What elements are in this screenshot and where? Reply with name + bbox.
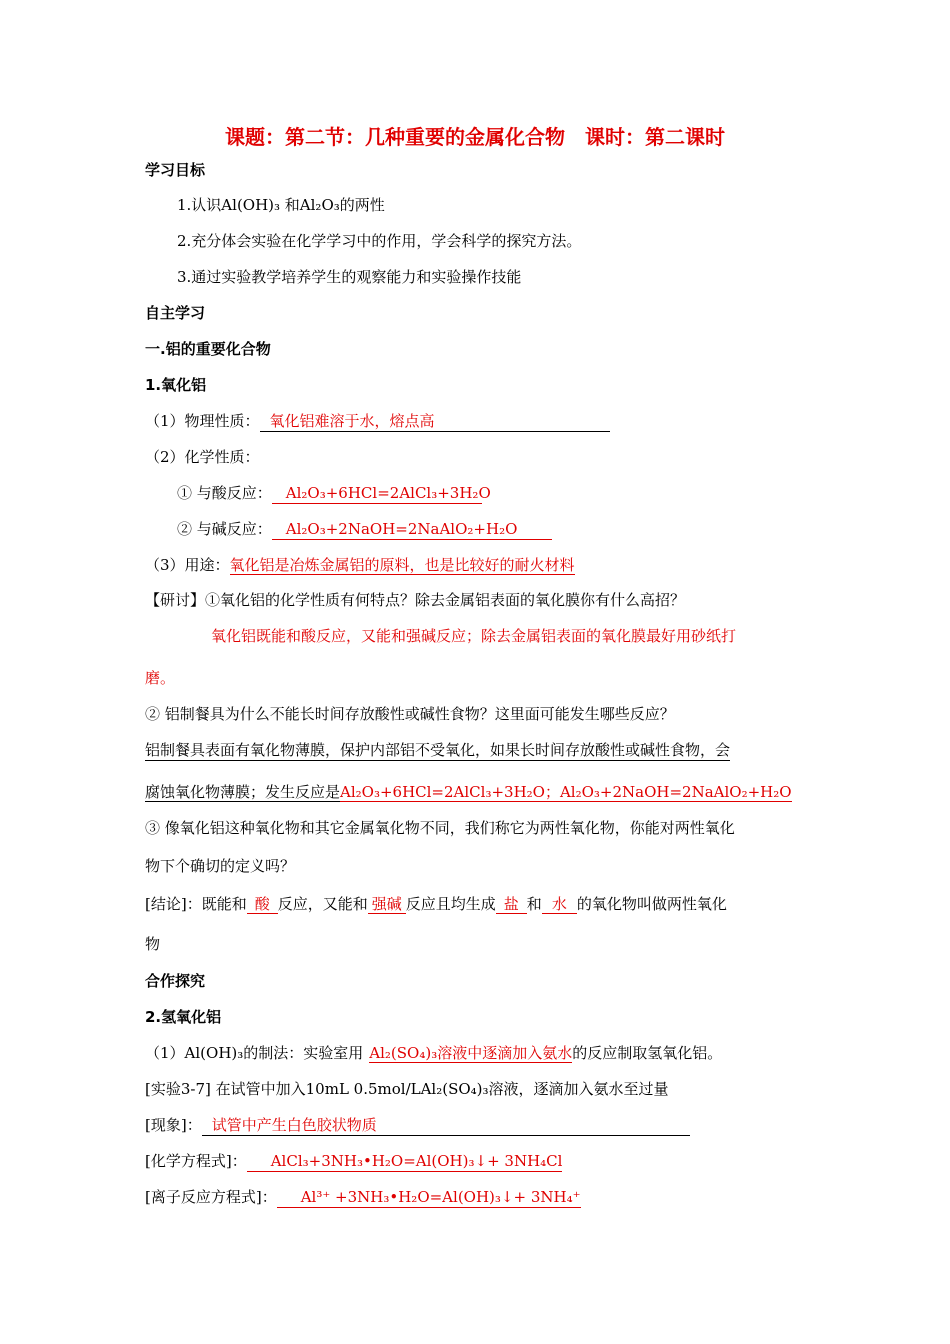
use-label: （3）用途：	[145, 556, 230, 574]
use-line	[145, 555, 575, 575]
conclusion-text: 的氧化物叫做两性氧化	[576, 895, 727, 913]
phenomenon-answer-text: 试管中产生白色胶状物质	[211, 1116, 377, 1134]
discuss-question-2: ② 铝制餐具为什么不能长时间存放酸性或碱性食物？这里面可能发生哪些反应？	[145, 705, 675, 723]
acid-equation-text: Al₂O₃+6HCl=2AlCl₃+3H₂O	[285, 484, 491, 502]
base-label: ② 与碱反应：	[177, 520, 272, 538]
acid-label: ① 与酸反应：	[177, 484, 272, 502]
physical-property-line	[145, 411, 610, 432]
self-study-heading: 自主学习	[145, 304, 206, 322]
discuss-question-1: 【研讨】①氧化铝的化学性质有何特点？除去金属铝表面的氧化膜你有什么高招？	[145, 591, 686, 609]
conclusion-blank-water: 水	[542, 895, 577, 914]
discuss-answer-2-equations: Al₂O₃+6HCl=2AlCl₃+3H₂O；Al₂O₃+2NaOH=2NaAlO₂+H₂O	[340, 783, 792, 801]
acid-reaction-line	[177, 483, 491, 504]
discuss-answer-2-prefix: 腐蚀氧化物薄膜；发生反应是	[145, 783, 341, 801]
preparation-suffix: 的反应制取氢氧化铝。	[572, 1044, 723, 1062]
conclusion-line-cont: 物	[145, 935, 161, 953]
chemical-label: （2）化学性质：	[145, 448, 260, 466]
discuss-answer-2-cont	[145, 782, 792, 802]
goal-item: 1.认识Al(OH)₃ 和Al₂O₃的两性	[177, 196, 385, 214]
discuss-question-3: ③ 像氧化铝这种氧化物和其它金属氧化物不同，我们称它为两性氧化物，你能对两性氧化	[145, 819, 735, 837]
phenomenon-label: [现象]：	[145, 1116, 202, 1134]
discuss-answer-1-cont: 磨。	[145, 669, 176, 687]
conclusion-text: [结论]：既能和	[145, 895, 247, 913]
chemical-equation-line	[145, 1151, 562, 1172]
conclusion-line	[145, 894, 727, 914]
experiment-line: [实验3-7] 在试管中加入10mL 0.5mol/LAl₂(SO₄)₃溶液，逐滴加入氨水至过量	[145, 1080, 669, 1098]
chemical-equation-label: [化学方程式]：	[145, 1152, 247, 1170]
discuss-answer-1: 氧化铝既能和酸反应，又能和强碱反应；除去金属铝表面的氧化膜最好用砂纸打	[211, 627, 737, 645]
coop-heading: 合作探究	[145, 972, 206, 990]
base-equation	[272, 519, 552, 540]
goal-item: 3.通过实验教学培养学生的观察能力和实验操作技能	[177, 268, 522, 286]
conclusion-text: 和	[526, 895, 542, 913]
preparation-answer: Al₂(SO₄)₃溶液中逐滴加入氨水	[369, 1044, 573, 1062]
physical-answer-text: 氧化铝难溶于水，熔点高	[269, 412, 435, 430]
phenomenon-answer	[202, 1115, 690, 1136]
physical-label: （1）物理性质：	[145, 412, 260, 430]
ion-equation-label: [离子反应方程式]：	[145, 1188, 277, 1206]
preparation-line	[145, 1043, 722, 1063]
base-equation-text: Al₂O₃+2NaOH=2NaAlO₂+H₂O	[285, 520, 518, 538]
conclusion-blank-salt: 盐	[496, 895, 527, 914]
goals-heading: 学习目标	[145, 161, 206, 179]
discuss-question-3-cont: 物下个确切的定义吗？	[145, 857, 296, 875]
phenomenon-line	[145, 1115, 690, 1136]
acid-equation	[272, 483, 491, 504]
conclusion-blank-acid: 酸	[247, 895, 278, 914]
ion-equation: Al³⁺ +3NH₃•H₂O=Al(OH)₃↓+ 3NH₄⁺	[277, 1187, 581, 1208]
subsection-heading: 1.氧化铝	[145, 376, 207, 394]
page-title: 课题：第二节：几种重要的金属化合物 课时：第二课时	[225, 125, 725, 149]
ion-equation-line	[145, 1187, 581, 1208]
section-heading: 一.铝的重要化合物	[145, 340, 271, 358]
preparation-prefix: （1）Al(OH)₃的制法：实验室用	[145, 1044, 364, 1062]
base-reaction-line	[177, 519, 552, 540]
conclusion-text: 反应且均生成	[405, 895, 496, 913]
chemical-equation: AlCl₃+3NH₃•H₂O=Al(OH)₃↓+ 3NH₄Cl	[247, 1151, 563, 1172]
conclusion-text: 反应，又能和	[277, 895, 368, 913]
goal-item: 2.充分体会实验在化学学习中的作用，学会科学的探究方法。	[177, 232, 582, 250]
use-answer: 氧化铝是冶炼金属铝的原料，也是比较好的耐火材料	[229, 556, 575, 574]
conclusion-blank-base: 强碱	[368, 895, 406, 914]
physical-answer	[260, 411, 610, 432]
discuss-answer-2: 铝制餐具表面有氧化物薄膜，保护内部铝不受氧化，如果长时间存放酸性或碱性食物，会	[145, 741, 731, 759]
subsection-heading: 2.氢氧化铝	[145, 1008, 222, 1026]
